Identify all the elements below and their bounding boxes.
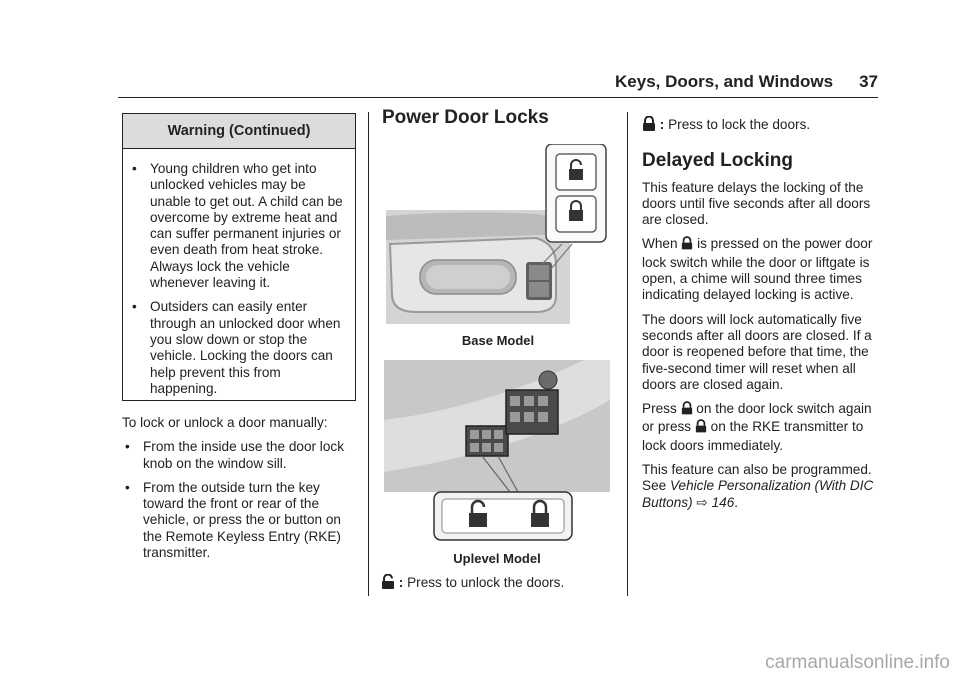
unlock-description bbox=[381, 574, 621, 593]
base-model-figure bbox=[386, 144, 610, 324]
lock-icon bbox=[681, 236, 693, 254]
unlock-separator: : bbox=[395, 575, 408, 590]
column-divider-left bbox=[368, 112, 369, 596]
delayed-locking-programming bbox=[642, 462, 878, 511]
page-ref-number[interactable]: 146 bbox=[711, 494, 735, 510]
delayed-locking-when bbox=[642, 236, 878, 303]
warning-bullet-1: Young children who get into unlocked vehicles may be unable to get out. A child can be overcome by extreme heat and can suffer permanent injuries or even death from heat stroke. Always lock the vehicle whenever leaving it. bbox=[150, 161, 343, 291]
list-item bbox=[129, 161, 345, 291]
manual-bullet-1: From the inside use the door lock knob on the window sill. bbox=[143, 439, 344, 471]
unlock-icon bbox=[381, 574, 395, 593]
bullet: • bbox=[125, 439, 130, 455]
lock-icon bbox=[681, 401, 693, 419]
left-column bbox=[122, 415, 358, 569]
lock-icon bbox=[695, 419, 707, 437]
lock-icon bbox=[642, 116, 656, 135]
delayed-locking-auto: The doors will lock automatically five seconds after all doors are closed. If a door is reopened before that time, the five-second timer will reset when all doors are closed again. bbox=[642, 311, 872, 392]
delayed-locking-intro: This feature delays the locking of the doors until five seconds after all doors are closed. bbox=[642, 179, 871, 228]
manual-lock-intro: To lock or unlock a door manually: bbox=[122, 415, 328, 430]
uplevel-model-figure bbox=[384, 360, 610, 544]
lock-separator: : bbox=[656, 117, 669, 132]
lock-text: Press to lock the doors. bbox=[668, 117, 811, 132]
text-run: . bbox=[734, 494, 739, 510]
unlock-text: Press to unlock the doors. bbox=[407, 575, 565, 590]
list-item bbox=[122, 480, 358, 561]
page-ref-arrow: ⇨ bbox=[696, 494, 708, 510]
heading-power-door-locks: Power Door Locks bbox=[382, 107, 549, 128]
heading-delayed-locking: Delayed Locking bbox=[642, 150, 793, 172]
lock-description bbox=[642, 116, 878, 135]
right-column bbox=[642, 116, 878, 519]
section-title: Keys, Doors, and Windows bbox=[615, 72, 834, 91]
warning-bullet-2: Outsiders can easily enter through an unlocked door when you slow down or stop the vehicle. Locking the doors can help prevent this from happening. bbox=[150, 299, 341, 396]
warning-list bbox=[123, 149, 355, 397]
text-run: on the door lock switch again or press bbox=[642, 401, 872, 435]
page-number: 37 bbox=[859, 72, 878, 91]
text-run: is pressed on the power door lock switch while the door or liftgate is open, a chime will sound three times indicating delayed locking is active. bbox=[642, 236, 873, 303]
watermark: carmanualsonline.info bbox=[765, 652, 950, 673]
text-run: This feature can also be programmed. See bbox=[642, 462, 872, 494]
text-run: When bbox=[642, 236, 682, 252]
caption-uplevel-model: Uplevel Model bbox=[453, 551, 541, 566]
vehicle-personalization-link[interactable]: Vehicle Personalization (With DIC Buttons) bbox=[642, 478, 874, 510]
caption-base-model: Base Model bbox=[461, 333, 535, 348]
list-item bbox=[122, 439, 358, 472]
header-rule bbox=[118, 97, 878, 98]
bullet: • bbox=[125, 479, 130, 495]
text-run: Press bbox=[642, 401, 681, 417]
list-item bbox=[129, 299, 345, 397]
text-run: on the RKE transmitter to lock doors immediately. bbox=[642, 419, 864, 453]
column-divider-right bbox=[627, 112, 628, 596]
manual-lock-list bbox=[122, 439, 358, 561]
manual-bullet-2: From the outside turn the key toward the front or rear of the vehicle, or press the or button on the Remote Keyless Entry (RKE) transmitter. bbox=[143, 479, 341, 561]
running-header bbox=[615, 72, 878, 92]
bullet: • bbox=[132, 299, 137, 315]
uplevel-model-door-illustration bbox=[384, 360, 610, 544]
bullet: • bbox=[132, 161, 137, 176]
base-model-door-illustration bbox=[386, 144, 610, 324]
warning-box bbox=[122, 113, 356, 401]
warning-title: Warning (Continued) bbox=[123, 114, 355, 149]
delayed-locking-override bbox=[642, 401, 878, 454]
